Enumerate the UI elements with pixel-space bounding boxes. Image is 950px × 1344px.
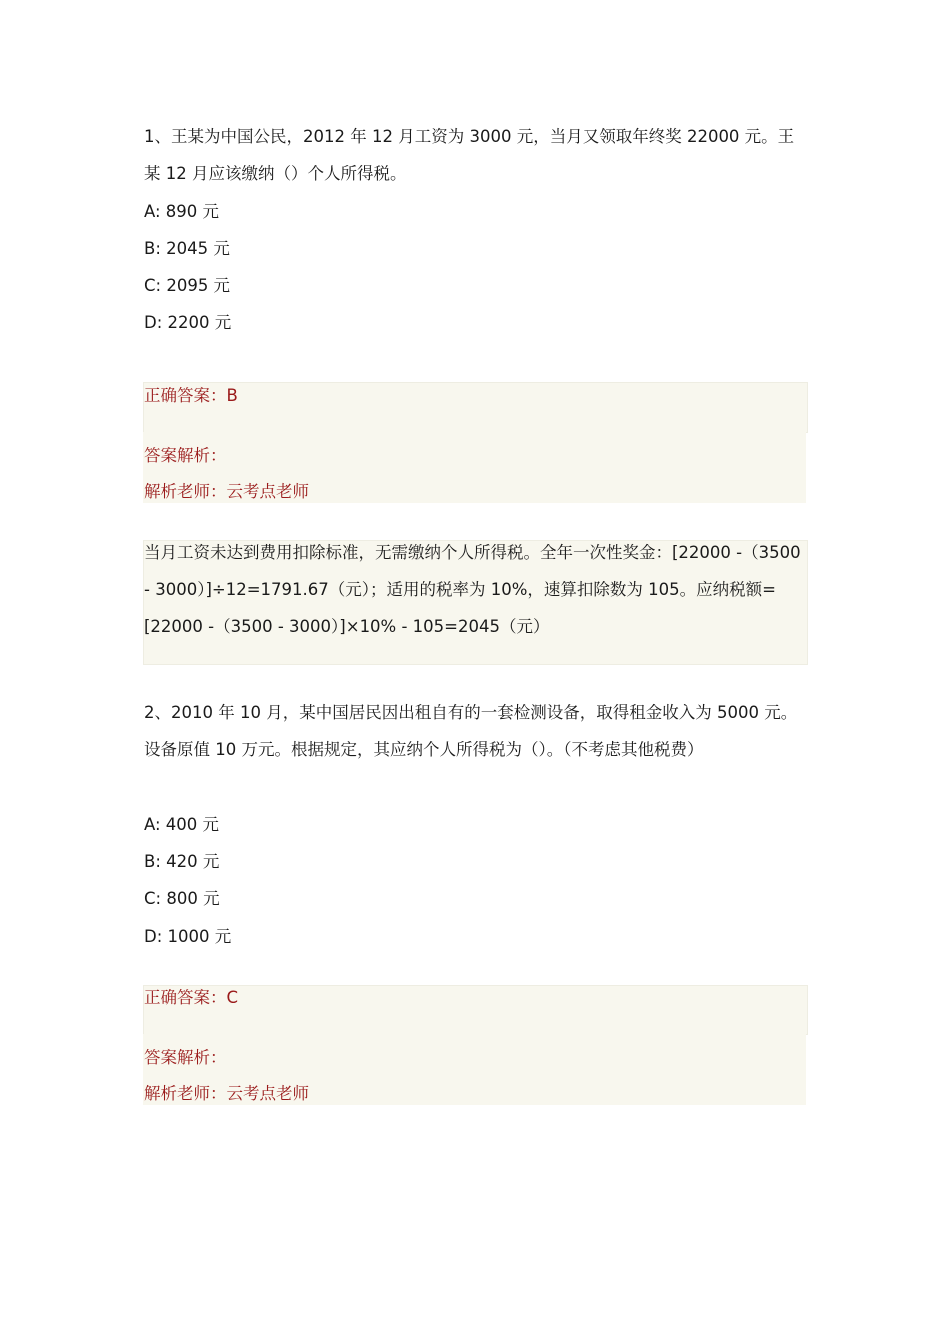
question-1-answer-box [143, 382, 808, 433]
question-1-analysis-label: 答案解析： [144, 446, 227, 465]
question-2-stem: 2、2010 年 10 月，某中国居民因出租自有的一套检测设备，取得租金收入为 5000 元。设备原值 10 万元。根据规定，其应纳个人所得税为（）。（不考虑其他税费） [144, 703, 798, 759]
question-1-teacher: 解析老师：云考点老师 [144, 482, 309, 501]
question-1-option-d: D: 2200 元 [144, 313, 232, 332]
question-2-answer-box [143, 985, 808, 1035]
question-1-option-a: A: 890 元 [144, 202, 220, 221]
question-2-option-b: B: 420 元 [144, 852, 220, 871]
question-2-option-d: D: 1000 元 [144, 927, 232, 946]
question-1-correct-answer: 正确答案：B [144, 386, 238, 405]
question-2-correct-answer: 正确答案：C [144, 988, 239, 1007]
question-1-option-b: B: 2045 元 [144, 239, 230, 258]
question-2-option-c: C: 800 元 [144, 889, 220, 908]
question-1-stem: 1、王某为中国公民，2012 年 12 月工资为 3000 元，当月又领取年终奖 22000 元。王某 12 月应该缴纳（）个人所得税。 [144, 127, 795, 183]
question-2-teacher: 解析老师：云考点老师 [144, 1084, 309, 1103]
question-1-option-c: C: 2095 元 [144, 276, 231, 295]
question-1-explanation: 当月工资未达到费用扣除标准，无需缴纳个人所得税。全年一次性奖金：[22000 -（3500 - 3000）]÷12=1791.67（元）；适用的税率为 10%，速算扣除数为 105。应纳税额=[22000 -（3500 - 3000）]×10% - 105=2045（元） [144, 543, 801, 636]
question-2-analysis-label: 答案解析： [144, 1048, 227, 1067]
question-2-option-a: A: 400 元 [144, 815, 220, 834]
